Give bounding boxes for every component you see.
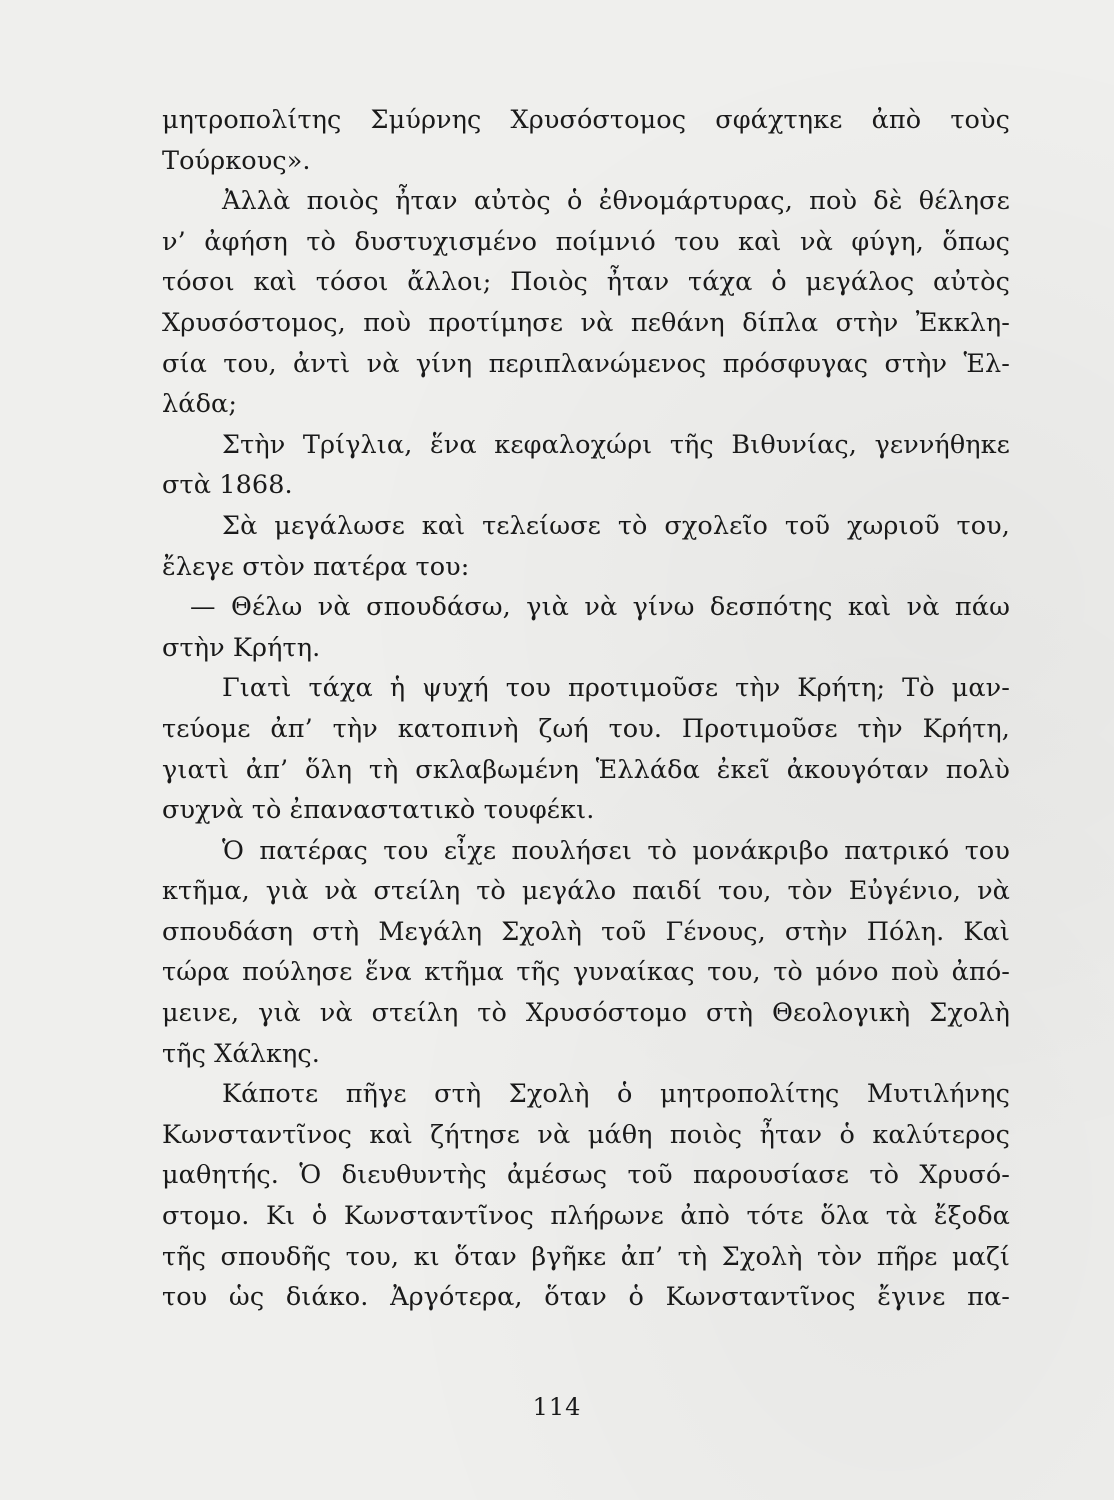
- text-line: ν’ ἀφήση τὸ δυστυχισμένο ποίμνιό του καὶ νὰ φύγη, ὅπως: [162, 226, 1010, 257]
- text-line: στὴν Κρήτη.: [162, 632, 321, 663]
- text-line: Χρυσόστομος, ποὺ προτίμησε νὰ πεθάνη δίπλα στὴν Ἐκκλη-: [162, 307, 1010, 338]
- text-line: — Θέλω νὰ σπουδάσω, γιὰ νὰ γίνω δεσπότης καὶ νὰ πάω: [190, 592, 1010, 623]
- text-line: Τούρκους».: [162, 145, 311, 176]
- text-line: τῆς σπουδῆς του, κι ὅταν βγῆκε ἀπ’ τὴ Σχολὴ τὸν πῆρε μαζί: [162, 1241, 1010, 1272]
- text-line: λάδα;: [162, 389, 238, 420]
- text-line: μαθητής. Ὁ διευθυντὴς ἀμέσως τοῦ παρουσίασε τὸ Χρυσό-: [162, 1160, 1010, 1191]
- text-line: τῆς Χάλκης.: [162, 1038, 321, 1069]
- text-line: Κάποτε πῆγε στὴ Σχολὴ ὁ μητροπολίτης Μυτιλήνης: [222, 1079, 1010, 1110]
- text-line: Γιατὶ τάχα ἡ ψυχή του προτιμοῦσε τὴν Κρήτη; Τὸ μαν-: [222, 673, 1010, 704]
- text-line: σία του, ἀντὶ νὰ γίνη περιπλανώμενος πρόσφυγας στὴν Ἑλ-: [162, 348, 1010, 379]
- body-text: [162, 100, 1010, 1318]
- text-line: Κωνσταντῖνος καὶ ζήτησε νὰ μάθη ποιὸς ἦταν ὁ καλύτερος: [162, 1119, 1010, 1150]
- text-line: τόσοι καὶ τόσοι ἄλλοι; Ποιὸς ἦταν τάχα ὁ μεγάλος αὐτὸς: [162, 267, 1010, 298]
- text-line: τώρα πούλησε ἕνα κτῆμα τῆς γυναίκας του, τὸ μόνο ποὺ ἀπό-: [162, 957, 1010, 988]
- text-line: στὰ 1868.: [162, 470, 293, 501]
- text-line: στομο. Κι ὁ Κωνσταντῖνος πλήρωνε ἀπὸ τότε ὅλα τὰ ἔξοδα: [162, 1201, 1010, 1232]
- text-line: Ὁ πατέρας του εἶχε πουλήσει τὸ μονάκριβο πατρικό του: [222, 835, 1010, 866]
- text-line: του ὡς διάκο. Ἀργότερα, ὅταν ὁ Κωνσταντῖνος ἔγινε πα-: [162, 1282, 1010, 1313]
- text-line: Στὴν Τρίγλια, ἕνα κεφαλοχώρι τῆς Βιθυνίας, γεννήθηκε: [222, 429, 1010, 460]
- text-line: Σὰ μεγάλωσε καὶ τελείωσε τὸ σχολεῖο τοῦ χωριοῦ του,: [222, 510, 1010, 541]
- text-line: γιατὶ ἀπ’ ὅλη τὴ σκλαβωμένη Ἑλλάδα ἐκεῖ ἀκουγόταν πολὺ: [162, 754, 1010, 785]
- text-line: σπουδάση στὴ Μεγάλη Σχολὴ τοῦ Γένους, στὴν Πόλη. Καὶ: [162, 916, 1010, 947]
- text-line: τεύομε ἀπ’ τὴν κατοπινὴ ζωή του. Προτιμοῦσε τὴν Κρήτη,: [162, 713, 1010, 744]
- text-line: ἔλεγε στὸν πατέρα του:: [162, 551, 470, 582]
- text-line: μητροπολίτης Σμύρνης Χρυσόστομος σφάχτηκε ἀπὸ τοὺς: [162, 105, 1010, 135]
- page-number: 114: [532, 1393, 582, 1421]
- text-line: συχνὰ τὸ ἐπαναστατικὸ τουφέκι.: [162, 795, 595, 826]
- text-line: μεινε, γιὰ νὰ στείλη τὸ Χρυσόστομο στὴ Θεολογικὴ Σχολὴ: [162, 998, 1010, 1029]
- text-line: Ἀλλὰ ποιὸς ἦταν αὐτὸς ὁ ἐθνομάρτυρας, ποὺ δὲ θέλησε: [222, 186, 1010, 217]
- text-line: κτῆμα, γιὰ νὰ στείλη τὸ μεγάλο παιδί του, τὸν Εὐγένιο, νὰ: [162, 876, 1010, 907]
